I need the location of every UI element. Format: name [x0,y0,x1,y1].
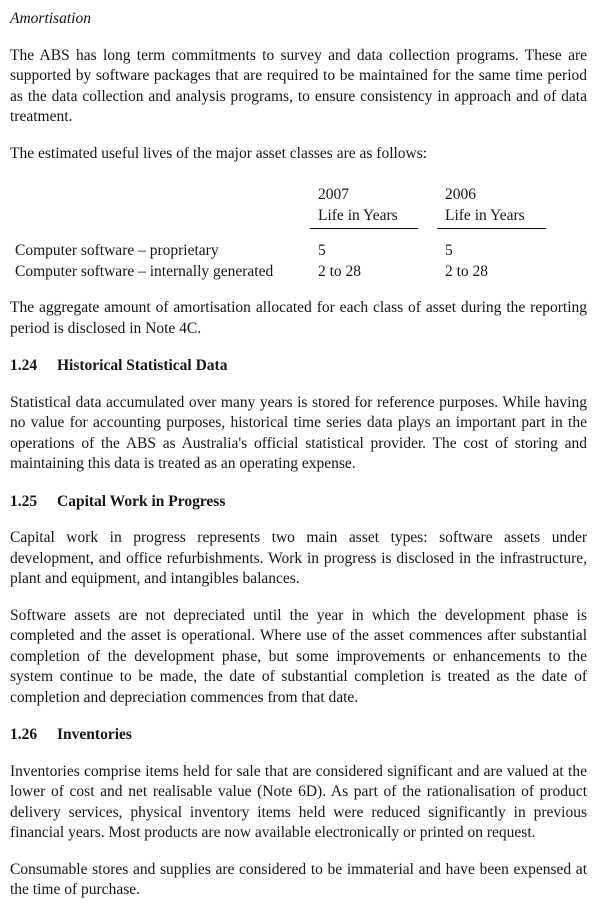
section-heading-1-26 [10,725,587,746]
asset-class-label: Computer software – proprietary [15,242,219,259]
aggregate-amortisation-paragraph: The aggregate amount of amortisation allocated for each class of asset during the reporting period is disclosed in Note 4C. [10,299,587,337]
section-number: 1.24 [10,357,38,374]
capital-work-types-paragraph: Capital work in progress represents two main asset types: software assets under development, and office refurbishments. Work in progress is disclosed in the infrastructure, plant and equipment, and intangibles balances. [10,529,587,587]
section-title: Inventories [57,726,132,743]
inventories-comprise-paragraph: Inventories comprise items held for sale that are considered significant and are valued at the lower of cost and net realisable value (Note 6D). As part of the rationalisation of product delivery services, physical inventory items held were reduced significantly in previous financial years. Most products are now available electronically or printed on request. [10,762,587,841]
header-spacer [10,185,310,229]
section-heading-1-24 [10,356,587,377]
life-2007-value: 5 [318,242,326,259]
section-number: 1.26 [10,726,38,743]
year-2007-label: 2007 [318,186,349,203]
column-header-2007 [310,185,418,229]
year-2006-label: 2006 [445,186,476,203]
amortisation-commitments-paragraph: The ABS has long term commitments to survey and data collection programs. These are supported by software packages that are required to be maintained for the same time period as the data collection and analysis programs, to ensure consistency in approach and of data treatment. [10,46,587,125]
useful-lives-table-header [10,185,587,229]
section-number: 1.25 [10,492,38,510]
life-2007-value: 2 to 28 [318,262,362,280]
life-2006-value: 5 [445,242,453,259]
historical-data-paragraph: Statistical data accumulated over many years is stored for reference purposes. While having no value for accounting purposes, historical time series data plays an important part in the operations of the ABS as Australia's official statistical provider. The cost of storing and maintaining this data is treated as an operating expense. [10,393,587,472]
table-row [10,241,587,262]
table-row [10,262,587,283]
life-in-years-2006-label: Life in Years [445,206,525,224]
section-title: Capital Work in Progress [57,492,226,510]
section-title: Historical Statistical Data [57,357,228,374]
consumable-stores-paragraph: Consumable stores and supplies are considered to be immaterial and have been expensed at the time of purchase. [10,860,587,898]
useful-lives-table [10,185,587,282]
life-2006-value: 2 to 28 [445,262,489,280]
section-heading-1-25 [10,492,587,513]
software-depreciation-paragraph: Software assets are not depreciated until the year in which the development phase is completed and the asset is operational. Where use of the asset commences after substantial completion of the development phase, but some improvements or enhancements to the system continue to be made, the date of substantial completion is treated as the date of completion and depreciation commences from that date. [10,606,587,706]
useful-lives-intro-paragraph: The estimated useful lives of the major asset classes are as follows: [10,144,428,162]
asset-class-label: Computer software – internally generated [15,262,274,280]
life-in-years-2007-label: Life in Years [318,206,398,224]
amortisation-heading: Amortisation [10,10,91,27]
column-header-2006 [437,185,546,229]
